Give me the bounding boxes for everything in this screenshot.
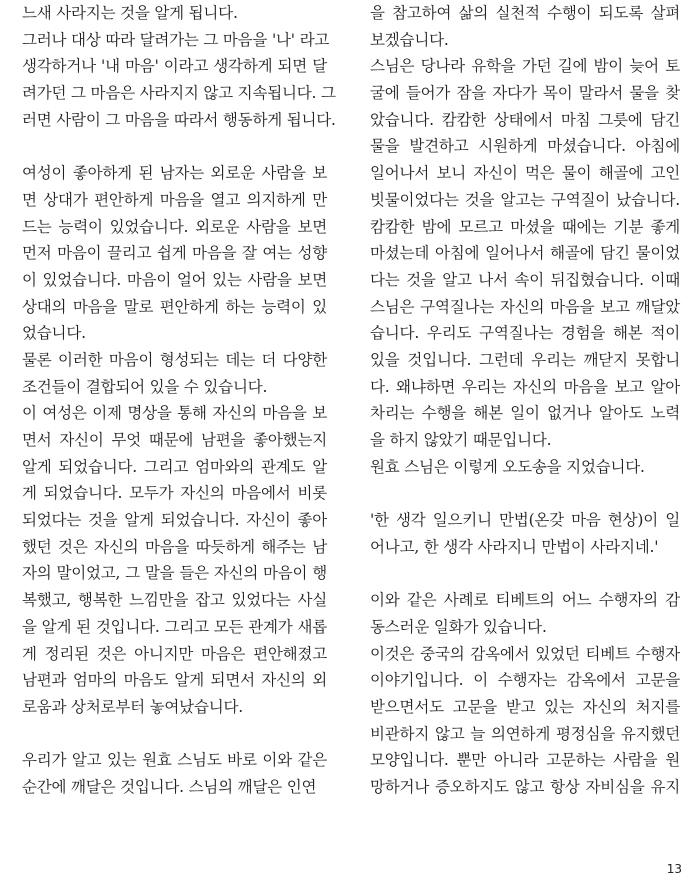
- text-line: 상대의 마음을 말로 편안하게 하는 능력이 있: [22, 297, 327, 316]
- left-text-column: [22, 0, 336, 801]
- text-line: 습니다. 우리도 구역질나는 경험을 해본 적이: [370, 324, 680, 343]
- text-line: '한 생각 일으키니 만법(온갖 마음 현상)이 일: [370, 511, 680, 530]
- text-line: 었습니다.: [22, 324, 86, 343]
- text-line: 느새 사라지는 것을 알게 됩니다.: [22, 4, 238, 22]
- text-line: 그러나 대상 따라 달려가는 그 마음을 '나' 라고: [22, 30, 330, 49]
- text-line: 을 참고하여 삶의 실천적 수행이 되도록 살펴: [370, 4, 680, 22]
- text-line: 순간에 깨달은 것입니다. 스님의 깨달은 인연: [22, 777, 317, 796]
- text-line: 았습니다. 캄캄한 상태에서 마침 그릇에 담긴: [370, 110, 680, 129]
- text-line: 물을 발견하고 시원하게 마셨습니다. 아침에: [370, 137, 680, 156]
- text-line: 스님은 구역질나는 자신의 마음을 보고 깨달았: [370, 297, 680, 316]
- text-line: 생각하거나 '내 마음' 이라고 생각하게 되면 달: [22, 57, 327, 76]
- text-line: 여성이 좋아하게 된 남자는 외로운 사람을 보: [22, 164, 327, 183]
- text-line: 했던 것은 자신의 마음을 따듯하게 해주는 남: [22, 537, 327, 556]
- text-line: 어나고, 한 생각 사라지니 만법이 사라지네.': [370, 537, 659, 556]
- text-line: 되었다는 것을 알게 되었습니다. 자신이 좋아: [22, 511, 327, 530]
- text-line: 캄캄한 밤에 모르고 마셨을 때에는 기분 좋게: [370, 217, 680, 236]
- text-line: 로움과 상처로부터 놓여났습니다.: [22, 697, 244, 716]
- text-line: 드는 능력이 있었습니다. 외로운 사람을 보면: [22, 217, 327, 236]
- text-line: 우리가 알고 있는 원효 스님도 바로 이와 같은: [22, 751, 327, 770]
- text-line: 망하거나 증오하지도 않고 항상 자비심을 유지: [370, 777, 680, 796]
- text-line: 보겠습니다.: [370, 30, 449, 49]
- text-line: 빗물이었다는 것을 알고는 구역질이 났습니다.: [370, 190, 680, 209]
- blank-line: [22, 133, 327, 160]
- text-line: 굴에 들어가 잠을 자다가 목이 말라서 물을 찾: [370, 84, 680, 103]
- text-line: 차리는 수행을 해본 일이 없거나 알아도 노력: [370, 404, 680, 423]
- text-line: 모양입니다. 뿐만 아니라 고문하는 사람을 원: [370, 751, 680, 770]
- text-line: 원효 스님은 이렇게 오도송을 지었습니다.: [370, 457, 645, 476]
- text-line: 려가던 그 마음은 사라지지 않고 지속됩니다. 그: [22, 84, 336, 103]
- text-line: 먼저 마음이 끌리고 쉽게 마음을 잘 여는 성향: [22, 244, 327, 263]
- blank-line: [370, 560, 680, 587]
- text-line: 자의 말이었고, 그 말을 들은 자신의 마음이 행: [22, 564, 327, 583]
- right-text-column: [370, 0, 680, 801]
- text-line: 을 하지 않았기 때문입니다.: [370, 431, 552, 449]
- text-line: 비관하지 않고 늘 의연하게 평정심을 유지했던: [370, 724, 680, 743]
- text-line: 이 있었습니다. 마음이 얼어 있는 사람을 보면: [22, 270, 327, 289]
- text-line: 러면 사람이 그 마음을 따라서 행동하게 됩니다.: [22, 110, 336, 129]
- text-line: 게 정리된 것은 아니지만 마음은 편안해졌고: [22, 644, 327, 663]
- text-line: 다. 왜냐하면 우리는 자신의 마음을 보고 알아: [370, 377, 680, 396]
- text-line: 일어나서 보니 자신이 먹은 물이 해골에 고인: [370, 164, 680, 183]
- page-number: 13: [666, 862, 682, 876]
- text-line: 마셨는데 아침에 일어나서 해골에 담긴 물이었: [370, 244, 680, 263]
- text-line: 면서 자신이 무엇 때문에 남편을 좋아했는지: [22, 431, 327, 449]
- blank-line: [22, 721, 327, 748]
- text-line: 게 되었습니다. 모두가 자신의 마음에서 비롯: [22, 484, 327, 503]
- text-line: 받으면서도 고문을 받고 있는 자신의 처지를: [370, 697, 680, 716]
- text-line: 면 상대가 편안하게 마음을 열고 의지하게 만: [22, 190, 327, 209]
- text-line: 을 알게 된 것입니다. 그리고 모든 관계가 새롭: [22, 617, 327, 636]
- text-line: 남편과 엄마의 마음도 알게 되면서 자신의 외: [22, 671, 327, 690]
- text-line: 이것은 중국의 감옥에서 있었던 티베트 수행자: [370, 644, 680, 663]
- text-line: 동스러운 일화가 있습니다.: [370, 617, 547, 636]
- text-line: 물론 이러한 마음이 형성되는 데는 더 다양한: [22, 350, 327, 369]
- text-line: 이야기입니다. 이 수행자는 감옥에서 고문을: [370, 671, 680, 690]
- text-line: 이와 같은 사례로 티베트의 어느 수행자의 감: [370, 591, 680, 610]
- text-line: 다는 것을 알고 나서 속이 뒤집혔습니다. 이때: [370, 270, 680, 289]
- text-line: 이 여성은 이제 명상을 통해 자신의 마음을 보: [22, 404, 327, 423]
- text-line: 있을 것입니다. 그런데 우리는 깨닫지 못합니: [370, 350, 680, 369]
- blank-line: [370, 480, 680, 507]
- text-line: 복했고, 행복한 느낌만을 잡고 있었다는 사실: [22, 591, 327, 610]
- text-line: 조건들이 결합되어 있을 수 있습니다.: [22, 377, 268, 396]
- text-line: 스님은 당나라 유학을 가던 길에 밤이 늦어 토: [370, 57, 680, 76]
- text-line: 알게 되었습니다. 그리고 엄마와의 관계도 알: [22, 457, 327, 476]
